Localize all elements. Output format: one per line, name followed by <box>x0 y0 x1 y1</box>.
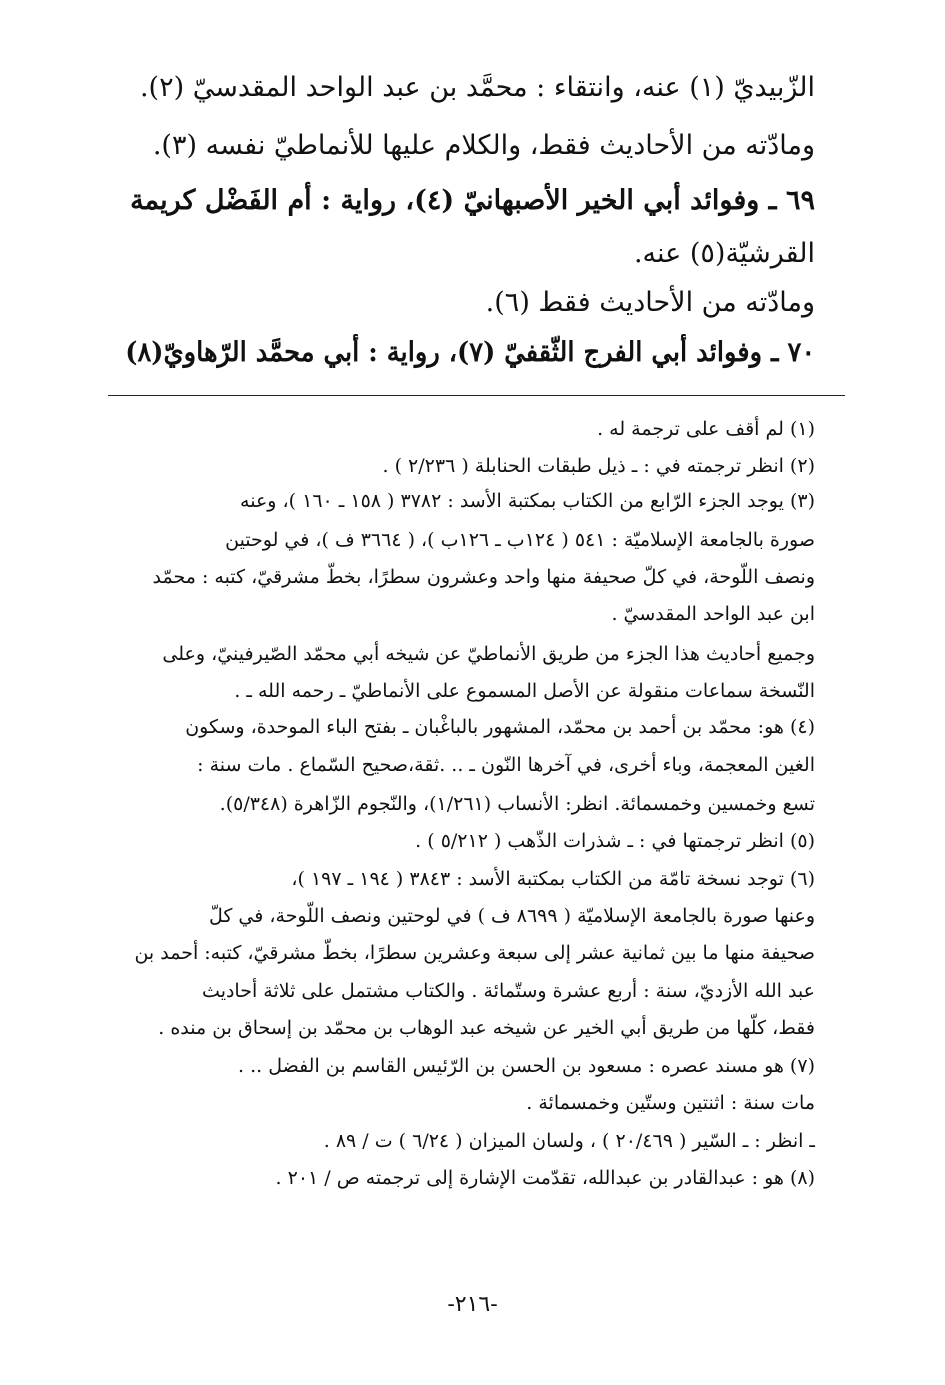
footnote-line: الغين المعجمة، وباء أخرى، في آخرها النّون ـ .. .ثقة،صحيح السّماع . مات سنة : <box>197 754 815 776</box>
footnote-line: (١) لم أقف على ترجمة له . <box>597 418 815 440</box>
page-number: -٢١٦- <box>447 1292 498 1317</box>
footnote-line: وعنها صورة بالجامعة الإسلاميّة ( ٨٦٩٩ ف ) في لوحتين ونصف اللّوحة، في كلّ <box>208 905 815 927</box>
footnote-line: عبد الله الأزديّ، سنة : أربع عشرة وستّمائة . والكتاب مشتمل على ثلاثة أحاديث <box>202 980 815 1002</box>
footnote-line: (٧) هو مسند عصره : مسعود بن الحسن بن الرّئيس القاسم بن الفضل .. . <box>238 1055 815 1077</box>
footnote-line: صورة بالجامعة الإسلاميّة : ٥٤١ ( ١٢٤ب ـ ١٢٦ب )، ( ٣٦٦٤ ف )، في لوحتين <box>225 529 815 551</box>
footnote-line: ونصف اللّوحة، في كلّ صحيفة منها واحد وعشرون سطرًا، بخطّ مشرقيّ، كتبه : محمّد <box>152 566 815 588</box>
footnote-line: ـ انظر : ـ السّير ( ٢٠/٤٦٩ ) ، ولسان الميزان ( ٦/٢٤ ) ت / ٨٩ . <box>323 1130 815 1152</box>
footnote-line: صحيفة منها ما بين ثمانية عشر إلى سبعة وعشرين سطرًا، بخطّ مشرقيّ، كتبه: أحمد بن <box>134 942 815 964</box>
main-line-6: ٧٠ ـ وفوائد أبي الفرج الثّقفيّ (٧)، رواية : أبي محمَّد الرّهاويّ(٨) <box>125 337 815 368</box>
footnote-line: (٨) هو : عبدالقادر بن عبدالله، تقدّمت الإشارة إلى ترجمته ص / ٢٠١ . <box>275 1167 815 1189</box>
footnote-line: (٢) انظر ترجمته في : ـ ذيل طبقات الحنابلة ( ٢/٢٣٦ ) . <box>382 455 815 477</box>
footnote-line: ابن عبد الواحد المقدسيّ . <box>611 603 815 625</box>
main-line-4: القرشيّة(٥) عنه. <box>633 238 815 269</box>
footnote-line: مات سنة : اثنتين وستّين وخمسمائة . <box>526 1092 815 1114</box>
footnote-line: (٣) يوجد الجزء الرّابع من الكتاب بمكتبة الأسد : ٣٧٨٢ ( ١٥٨ ـ ١٦٠ )، وعنه <box>240 490 815 512</box>
footnote-line: تسع وخمسين وخمسمائة. انظر: الأنساب (١/٢٦١)، والنّجوم الزّاهرة (٥/٣٤٨). <box>219 793 815 815</box>
footnote-line: (٦) توجد نسخة تامّة من الكتاب بمكتبة الأسد : ٣٨٤٣ ( ١٩٤ ـ ١٩٧ )، <box>291 868 815 890</box>
footnote-line: النّسخة سماعات منقولة عن الأصل المسموع على الأنماطيّ ـ رحمه الله ـ . <box>234 680 815 702</box>
main-line-1: الزّبيديّ (١) عنه، وانتقاء : محمَّد بن عبد الواحد المقدسيّ (٢). <box>139 72 815 103</box>
footnote-line: (٤) هو: محمّد بن أحمد بن محمّد، المشهور بالباغْبان ـ بفتح الباء الموحدة، وسكون <box>185 716 815 738</box>
footnote-line: (٥) انظر ترجمتها في : ـ شذرات الذّهب ( ٥/٢١٢ ) . <box>415 830 815 852</box>
main-line-2: ومادّته من الأحاديث فقط، والكلام عليها للأنماطيّ نفسه (٣). <box>152 130 815 161</box>
footnote-line: فقط، كلّها من طريق أبي الخير عن شيخه عبد الوهاب بن محمّد بن إسحاق بن منده . <box>158 1017 815 1039</box>
footnote-divider <box>108 395 845 396</box>
footnote-line: وجميع أحاديث هذا الجزء من طريق الأنماطيّ عن شيخه أبي محمّد الصّيرفينيّ، وعلى <box>162 643 815 665</box>
main-line-3: ٦٩ ـ وفوائد أبي الخير الأصبهانيّ (٤)، رواية : أم الفَضْل كريمة <box>130 185 815 216</box>
main-line-5: ومادّته من الأحاديث فقط (٦). <box>485 287 815 318</box>
